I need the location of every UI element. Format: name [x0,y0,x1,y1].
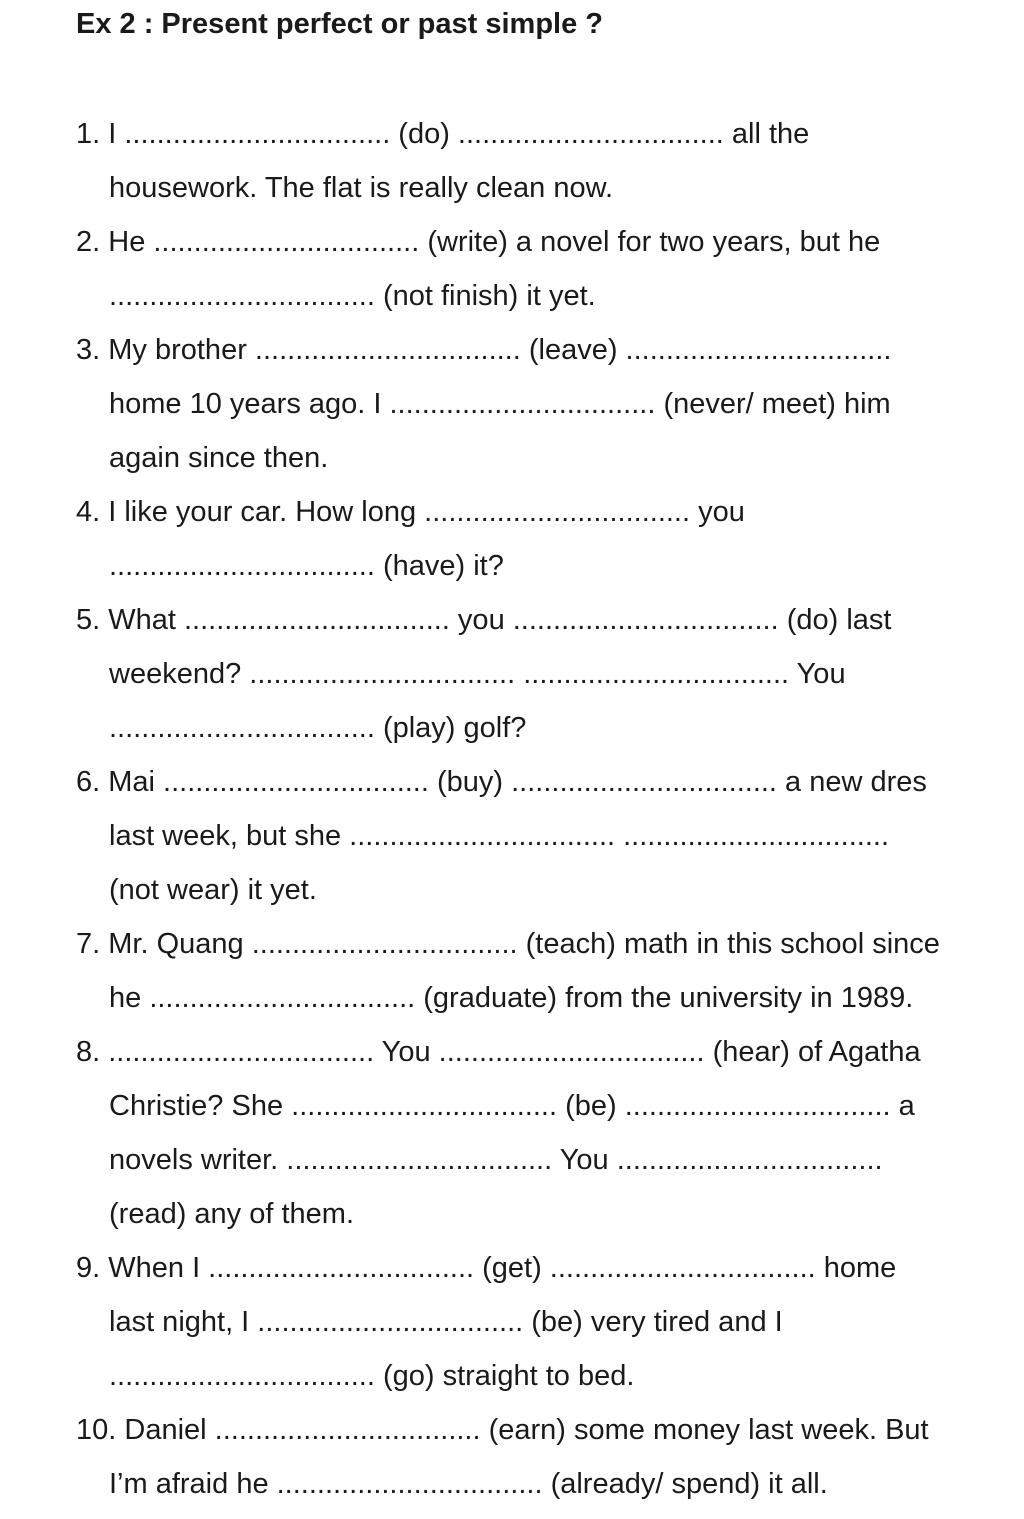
item-number: 7. [76,928,101,960]
exercise-line [109,276,596,316]
item-number: 2. [76,226,101,258]
item-number: 10. [76,1414,117,1446]
line-text: ................................. (play) golf? [109,712,527,744]
line-text: housework. The flat is really clean now. [109,172,614,204]
line-text: Daniel ................................. (earn) some money last week. But [124,1414,929,1446]
exercise-line [109,1194,354,1234]
item-number: 8. [76,1036,101,1068]
line-text: last week, but she ................................. ................................. [109,820,890,852]
exercise-line [109,1086,915,1126]
line-text: I’m afraid he ................................. (already/ spend) it all. [109,1468,828,1500]
exercise-title: Ex 2 : Present perfect or past simple ? [76,8,604,40]
exercise-line [76,600,891,640]
exercise-line [109,1464,828,1504]
item-number: 9. [76,1252,101,1284]
exercise-line [76,492,745,532]
exercise-line [109,816,889,856]
exercise-line [76,1410,929,1450]
exercise-line [109,870,317,910]
line-text: he ................................. (graduate) from the university in 1989. [109,982,914,1014]
line-text: ................................. You ................................. (hear) of Agatha [108,1036,921,1068]
line-text: When I ................................. (get) ................................. home [108,1252,897,1284]
line-text: (read) any of them. [109,1198,354,1230]
item-number: 1. [76,118,101,150]
exercise-line [109,1302,783,1342]
item-number: 3. [76,334,101,366]
exercise-line [76,762,927,802]
line-text: ................................. (go) straight to bed. [109,1360,635,1392]
line-text: home 10 years ago. I ................................. (never/ meet) him [109,388,891,420]
line-text: I ................................. (do) ................................. all the [108,118,810,150]
exercise-line [109,978,913,1018]
item-number: 5. [76,604,101,636]
line-text: (not wear) it yet. [109,874,317,906]
exercise-line [109,546,504,586]
exercise-line [109,654,846,694]
line-text: novels writer. ................................. You ................................. [109,1144,883,1176]
exercise-line [109,1356,634,1396]
line-text: I like your car. How long ................................. you [108,496,745,528]
exercise-line [76,114,809,154]
line-text: Mr. Quang ................................. (teach) math in this school since [108,928,940,960]
line-text: ................................. (have) it? [109,550,504,582]
line-text: What ................................. you ................................. (do) last [108,604,892,636]
exercise-line [109,438,328,478]
exercise-line [76,222,880,262]
exercise-line [109,168,613,208]
line-text: ................................. (not finish) it yet. [109,280,596,312]
exercise-line [109,708,526,748]
line-text: He ................................. (write) a novel for two years, but he [108,226,881,258]
line-text: Mai ................................. (buy) ................................. a new dres [108,766,927,798]
line-text: My brother ................................. (leave) ................................. [108,334,892,366]
exercise-line [109,1140,883,1180]
line-text: Christie? She ................................. (be) ................................. a [109,1090,915,1122]
exercise-line [76,1032,921,1072]
line-text: last night, I ................................. (be) very tired and I [109,1306,783,1338]
exercise-line [76,924,940,964]
item-number: 4. [76,496,101,528]
line-text: weekend? ................................. ................................. You [109,658,846,690]
line-text: again since then. [109,442,329,474]
exercise-line [76,330,891,370]
item-number: 6. [76,766,101,798]
exercise-line [76,1248,896,1288]
exercise-line [109,384,891,424]
